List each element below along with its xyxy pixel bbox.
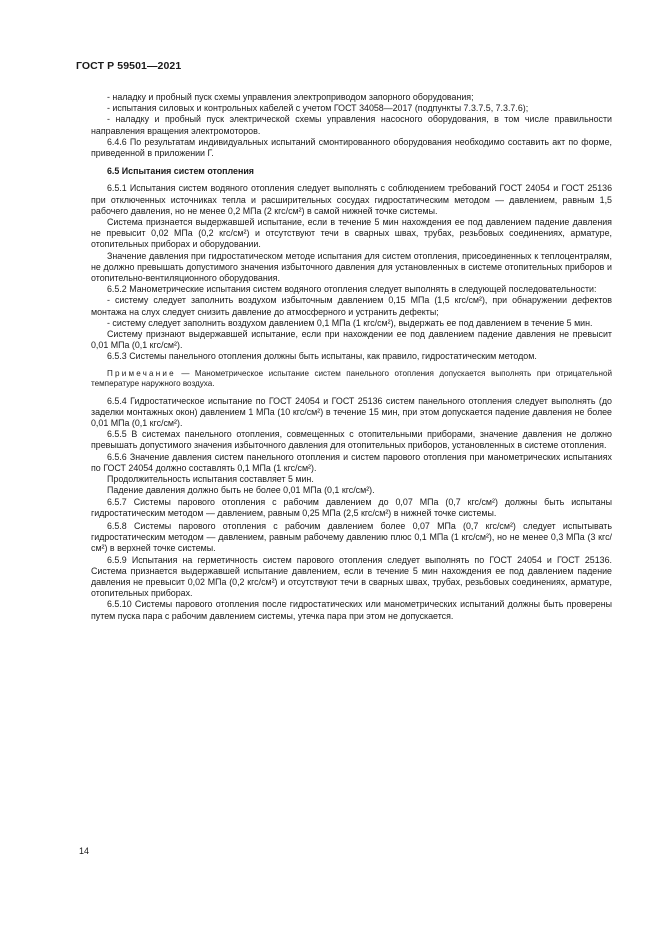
list-item: - наладку и пробный пуск электрической схемы управления насосного оборудования, в том числе правильности направления вращения электромоторов. xyxy=(91,114,612,136)
paragraph-6-5-8: 6.5.8 Системы парового отопления с рабочим давлением более 0,07 МПа (0,7 кгс/см²) следует испытывать гидростатическим методом — давлением, равным рабочему давлению плюс 0,1 МПа (1 кгс/см²), но не менее 0,3 МПа (3 кгс/см²) в верхней точке системы. xyxy=(91,520,612,554)
paragraph-6-5-1: 6.5.1 Испытания систем водяного отопления следует выполнять с соблюдением требований ГОСТ 24054 и ГОСТ 25136 при отключенных источниках тепла и расширительных сосудах гидростатическим методом — давлением, равным 1,5 рабочего давления, но не менее 0,2 МПа (2 кгс/см²) в самой нижней точке системы. xyxy=(91,183,612,216)
paragraph-6-5-3: 6.5.3 Системы панельного отопления должны быть испытаны, как правило, гидростатическим методом. xyxy=(107,351,537,362)
note xyxy=(91,369,612,390)
document-header: ГОСТ Р 59501—2021 xyxy=(76,60,182,72)
paragraph: Система признается выдержавшей испытание, если в течение 5 мин нахождения ее под давлением падение давления не превысит 0,02 МПа (0,2 кгс/см²) и отсутствуют течи в сварных швах, трубах, резьбовых соединениях, арматуре, отопительных приборах и оборудовании. xyxy=(91,217,612,250)
paragraph: Значение давления при гидростатическом методе испытания для систем отопления, присоединенных к теплоцентралям, не должно превышать допустимого значения избыточного давления для установленных в системе отопительных приборов и отопительно-вентиляционного оборудования. xyxy=(91,250,612,284)
paragraph-6-5-5: 6.5.5 В системах панельного отопления, совмещенных с отопительными приборами, значение давления не должно превышать допустимого значения избыточного давления для отопительных приборов, установленных в системе отопления. xyxy=(91,429,612,451)
paragraph: Систему признают выдержавшей испытание, если при нахождении ее под давлением падение давления не превысит 0,01 МПа (0,1 кгс/см²). xyxy=(91,329,612,351)
section-title-6-5: 6.5 Испытания систем отопления xyxy=(107,166,254,177)
page-number: 14 xyxy=(79,846,90,856)
paragraph: Падение давления должно быть не более 0,01 МПа (0,1 кгс/см²). xyxy=(107,485,375,496)
note-label: Примечание xyxy=(107,368,176,378)
list-item: - испытания силовых и контрольных кабелей с учетом ГОСТ 34058—2017 (подпункты 7.3.7.5, 7.3.7.6); xyxy=(107,103,529,114)
paragraph-6-5-2: 6.5.2 Манометрические испытания систем водяного отопления следует выполнять в следующей последовательности: xyxy=(107,284,597,295)
paragraph-6-5-7: 6.5.7 Системы парового отопления с рабочим давлением до 0,07 МПа (0,7 кгс/см²) должны быть испытаны гидростатическим методом — давлением, равным 0,25 МПа (2,5 кгс/см²) в нижней точке системы. xyxy=(91,496,612,518)
list-item: - систему следует заполнить воздухом давлением 0,1 МПа (1 кгс/см²), выдержать ее под давлением в течение 5 мин. xyxy=(107,317,593,328)
note-text: — Манометрическое испытание систем панельного отопления допускается выполнять при отрицательной температуре наружного воздуха. xyxy=(91,368,612,389)
list-item: - систему следует заполнить воздухом избыточным давлением 0,15 МПа (1,5 кгс/см²), при обнаружении дефектов монтажа на слух следует снизить давление до атмосферного и устранить дефекты; xyxy=(91,295,612,317)
paragraph-6-4-6: 6.4.6 По результатам индивидуальных испытаний смонтированного оборудования необходимо составить акт по форме, приведенной в приложении Г. xyxy=(91,136,612,159)
paragraph-6-5-9: 6.5.9 Испытания на герметичность систем парового отопления следует выполнять по ГОСТ 24054 и ГОСТ 25136. Система признается выдержавшей испытание давлением, если в течение 5 мин нахождения ее под давлением падение давления не превысит 0,02 МПа (0,2 кгс/см²) и отсутствуют течи в сварных швах, трубах, резьбовых соединениях, арматуре, отопительных приборах. xyxy=(91,554,612,599)
paragraph-6-5-6: 6.5.6 Значение давления систем панельного отопления и систем парового отопления при манометрических испытаниях по ГОСТ 24054 должно составлять 0,1 МПа (1 кгс/см²). xyxy=(91,451,612,473)
document-body xyxy=(91,92,612,622)
paragraph: Продолжительность испытания составляет 5 мин. xyxy=(107,474,314,485)
paragraph-6-5-10: 6.5.10 Системы парового отопления после гидростатических или манометрических испытаний должны быть проверены путем пуска пара с рабочим давлением системы, утечка пара при этом не допускается. xyxy=(91,599,612,621)
paragraph-6-5-4: 6.5.4 Гидростатическое испытание по ГОСТ 24054 и ГОСТ 25136 систем панельного отопления следует выполнять (до заделки монтажных окон) давлением 1 МПа (10 кгс/см²) в течение 15 мин, при этом допускается падение давления не более 0,01 МПа (0,1 кгс/см²). xyxy=(91,395,612,429)
list-item: - наладку и пробный пуск схемы управления электроприводом запорного оборудования; xyxy=(107,92,474,102)
